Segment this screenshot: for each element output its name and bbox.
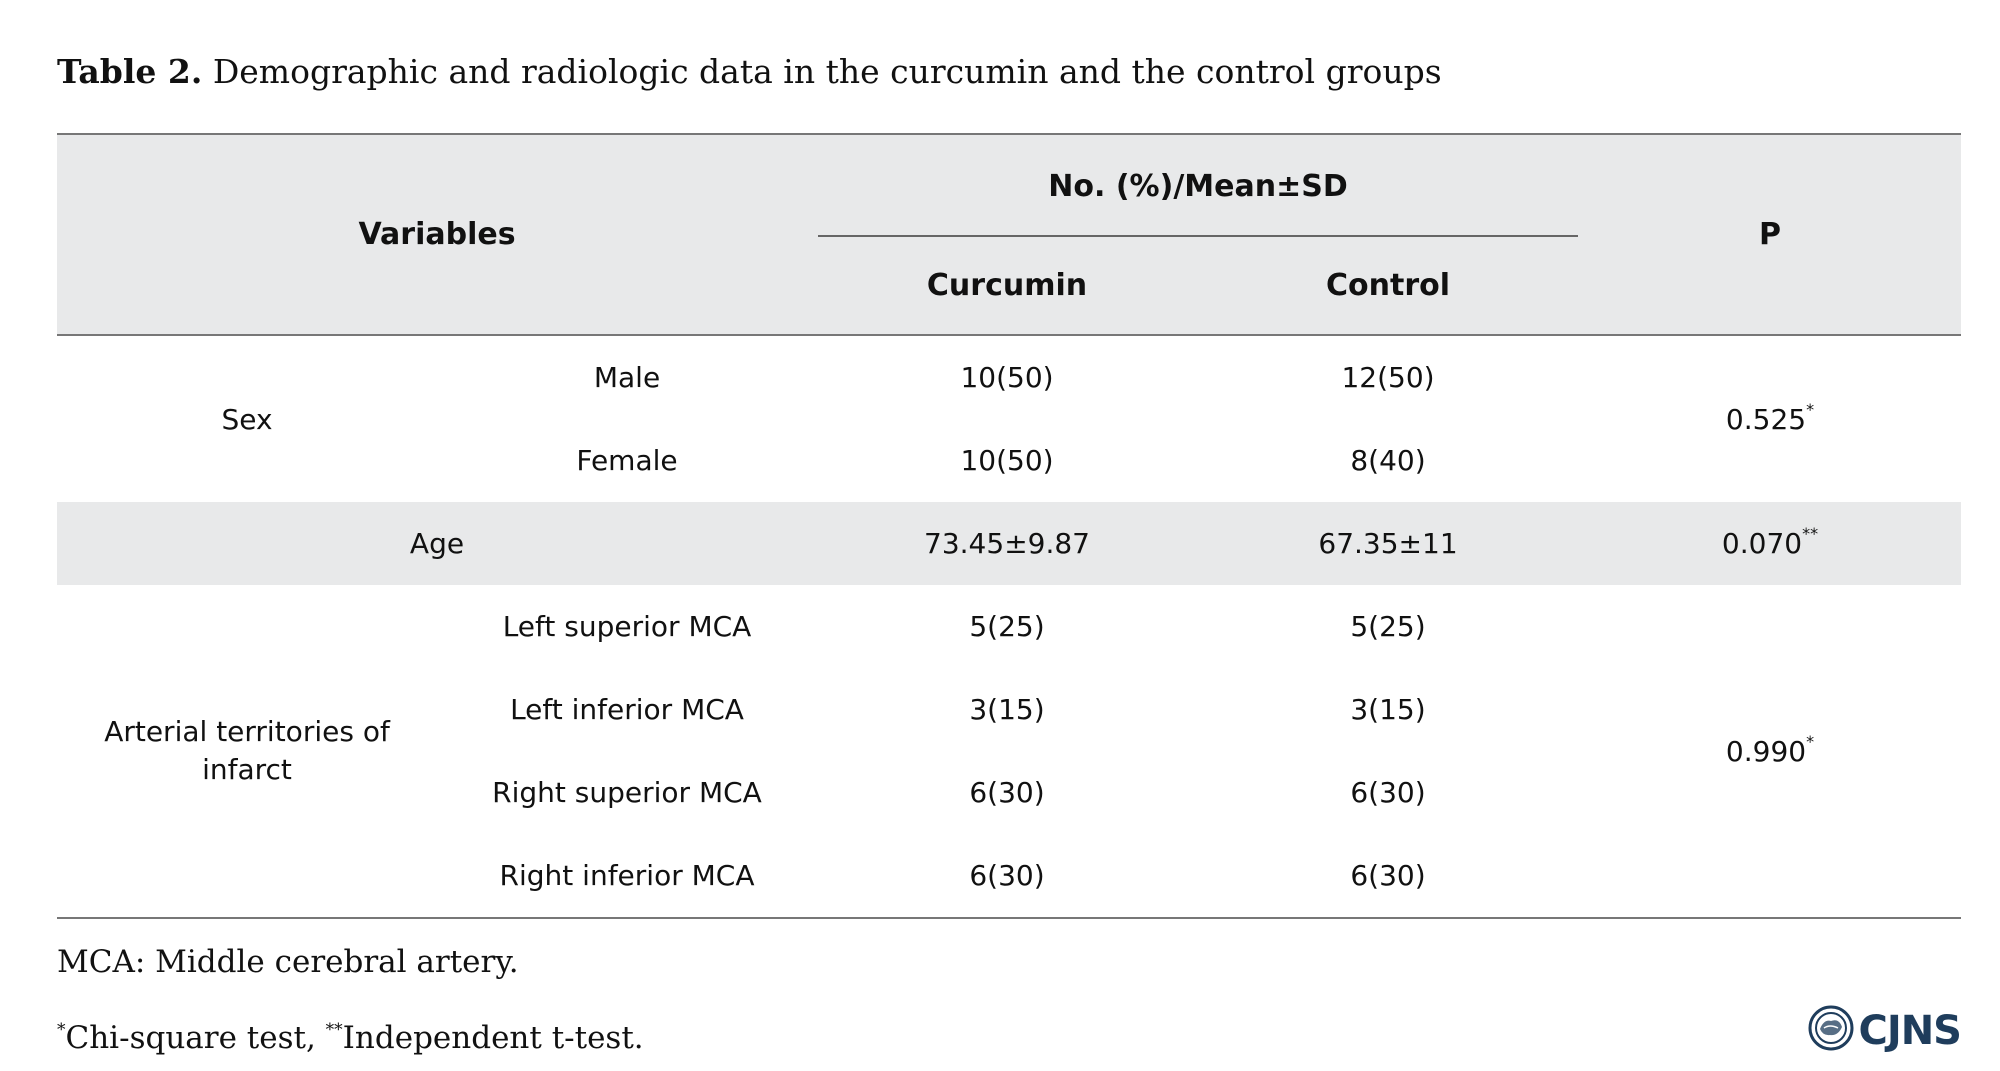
territory-curcumin: 3(15) bbox=[969, 693, 1045, 726]
territory-label: Left superior MCA bbox=[502, 610, 752, 643]
territories-p-mark: * bbox=[1806, 731, 1815, 751]
territory-curcumin: 5(25) bbox=[969, 610, 1045, 643]
territory-control: 6(30) bbox=[1350, 859, 1426, 892]
table-row bbox=[57, 585, 1961, 668]
age-p: 0.070 bbox=[1721, 527, 1803, 560]
male-curcumin: 10(50) bbox=[960, 361, 1054, 394]
territory-label: Right inferior MCA bbox=[499, 859, 755, 892]
header-variables: Variables bbox=[57, 134, 817, 335]
header-p: P bbox=[1579, 134, 1961, 335]
male-control: 12(50) bbox=[1341, 361, 1435, 394]
footnote-mark-2: ** bbox=[325, 1020, 343, 1040]
data-table bbox=[57, 133, 1961, 919]
header-control: Control bbox=[1197, 237, 1579, 335]
territory-curcumin: 6(30) bbox=[969, 776, 1045, 809]
footnote-abbreviation: MCA: Middle cerebral artery. bbox=[57, 944, 519, 980]
table-body bbox=[57, 335, 1961, 918]
female-label: Female bbox=[576, 444, 678, 477]
footnote-test-1: Chi-square test, bbox=[65, 1020, 326, 1056]
footnote-test-2: Independent t-test. bbox=[342, 1020, 644, 1056]
sex-p-mark: * bbox=[1806, 399, 1815, 419]
table-caption bbox=[57, 52, 1442, 91]
age-p-value bbox=[1579, 502, 1961, 585]
female-curcumin: 10(50) bbox=[960, 444, 1054, 477]
territory-control: 5(25) bbox=[1350, 610, 1426, 643]
territory-curcumin: 6(30) bbox=[969, 859, 1045, 892]
territories-p-value bbox=[1579, 585, 1961, 918]
caption-text: Demographic and radiologic data in the curcumin and the control groups bbox=[202, 52, 1442, 91]
sex-p: 0.525 bbox=[1725, 402, 1807, 436]
header-group bbox=[817, 134, 1579, 237]
territory-label: Left inferior MCA bbox=[510, 693, 744, 726]
age-p-mark: ** bbox=[1802, 524, 1819, 543]
female-control: 8(40) bbox=[1350, 444, 1426, 477]
territory-control: 3(15) bbox=[1350, 693, 1426, 726]
age-control: 67.35±11 bbox=[1197, 502, 1579, 585]
journal-logo bbox=[1808, 1005, 1961, 1056]
age-curcumin: 73.45±9.87 bbox=[817, 502, 1197, 585]
journal-logo-text: CJNS bbox=[1858, 1007, 1961, 1054]
header-group-label: No. (%)/Mean±SD bbox=[1048, 169, 1348, 204]
table-header bbox=[57, 134, 1961, 335]
territories-label-text: Arterial territories of infarct bbox=[104, 715, 390, 786]
table-row bbox=[57, 335, 1961, 419]
age-label: Age bbox=[57, 502, 817, 585]
male-label: Male bbox=[593, 361, 661, 394]
footnote-mark-1: * bbox=[57, 1020, 66, 1040]
table-row bbox=[57, 502, 1961, 585]
territory-control: 6(30) bbox=[1350, 776, 1426, 809]
territories-p: 0.990 bbox=[1725, 734, 1807, 768]
footnote-tests bbox=[57, 1020, 644, 1056]
territories-label bbox=[57, 585, 437, 918]
journal-seal-icon bbox=[1808, 1005, 1854, 1056]
sex-p-value bbox=[1579, 335, 1961, 502]
sex-label: Sex bbox=[221, 402, 273, 436]
header-curcumin: Curcumin bbox=[817, 237, 1197, 335]
territory-label: Right superior MCA bbox=[492, 776, 762, 809]
header-divider bbox=[818, 235, 1578, 237]
caption-label: Table 2. bbox=[57, 52, 203, 91]
